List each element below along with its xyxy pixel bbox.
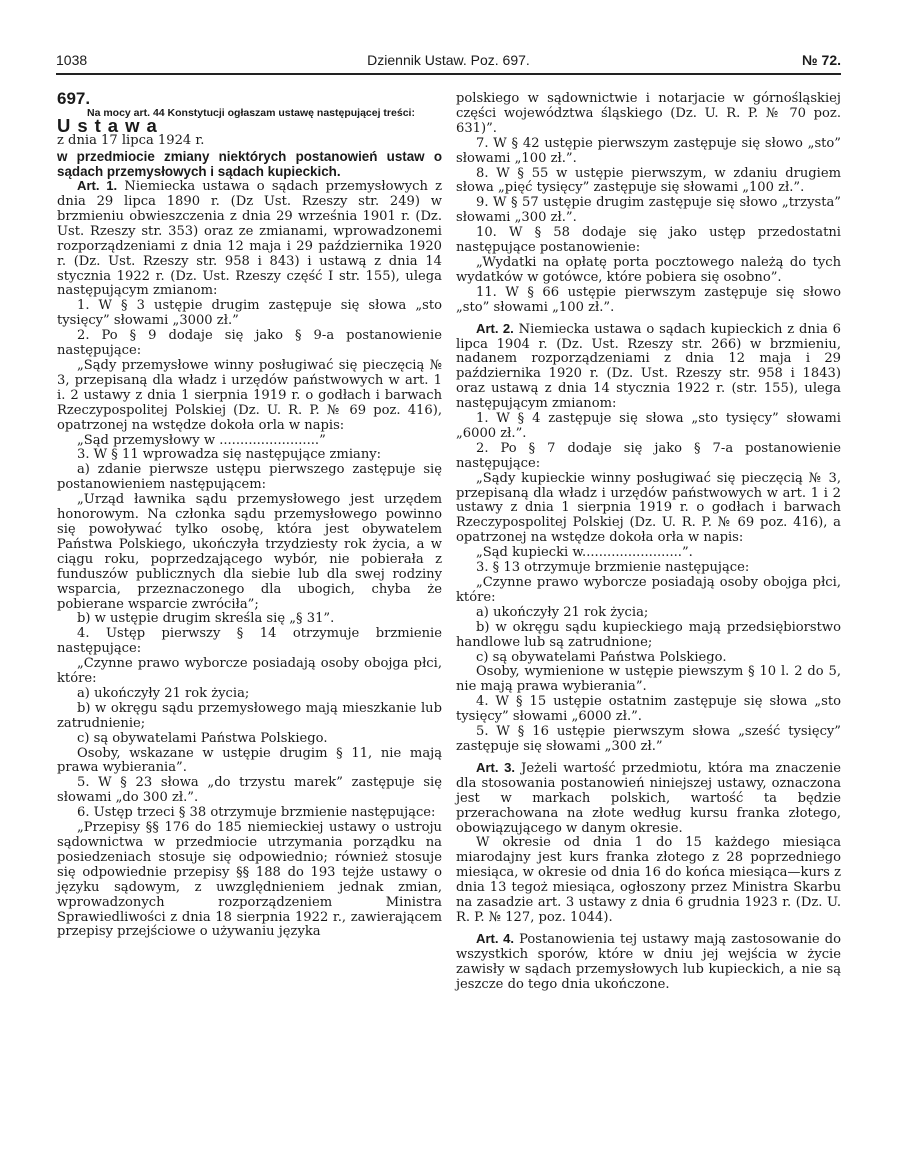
paragraph — [57, 179, 442, 299]
paragraph-text: „Sąd kupiecki w........................”. — [476, 545, 693, 561]
paragraph — [456, 472, 841, 547]
paragraph — [57, 806, 442, 821]
issue-number: № 72. — [802, 52, 841, 68]
paragraph — [456, 836, 841, 925]
paragraph-text: a) zdanie pierwsze ustępu pierwszego zastępuje się postanowieniem następującem: — [57, 462, 442, 493]
paragraph-text: 2. Po § 7 dodaje się jako § 7-a postanowienie następujące: — [456, 440, 841, 471]
paragraph-text: 11. W § 66 ustępie pierwszym zastępuje się słowo „sto” słowami „100 zł.”. — [456, 284, 841, 315]
paragraph-text: polskiego w sądownictwie i notarjacie w górnośląskiej części województwa śląskiego (Dz. U. R. P. № 70 poz. 631)”. — [456, 91, 841, 136]
paragraph — [57, 821, 442, 940]
paragraph — [456, 725, 841, 755]
paragraph — [456, 761, 841, 837]
paragraph-text: 4. Ustęp pierwszy § 14 otrzymuje brzmienie następujące: — [57, 626, 442, 657]
paragraph — [456, 412, 841, 442]
paragraph — [456, 665, 841, 695]
paragraph — [57, 612, 442, 627]
paragraph-text: 697. — [57, 89, 91, 108]
paragraph — [57, 329, 442, 359]
paragraph-text: b) w okręgu sądu przemysłowego mają mieszkanie lub zatrudnienie; — [57, 700, 442, 731]
right-column — [456, 92, 841, 992]
paragraph — [57, 448, 442, 463]
paragraph-text: 3. § 13 otrzymuje brzmienie następujące: — [476, 560, 750, 576]
paragraph-text: 1. W § 3 ustępie drugim zastępuje się słowa „sto tysięcy” słowami „3000 zł.” — [57, 298, 442, 329]
paragraph — [57, 657, 442, 687]
paragraph — [57, 149, 442, 179]
article-label: Art. 3. — [476, 759, 516, 775]
paragraph-text: 8. W § 55 w ustępie pierwszym, w zdaniu drugiem słowa „pięć tysięcy” zastępuje się słowami „100 zł.”. — [456, 165, 841, 196]
paragraph-text: z dnia 17 lipca 1924 r. — [57, 132, 205, 148]
paragraph — [456, 576, 841, 606]
paragraph — [456, 167, 841, 197]
paragraph-text: 9. W § 57 ustępie drugim zastępuje się słowo „trzysta” słowami „300 zł.”. — [456, 195, 841, 226]
paragraph — [57, 299, 442, 329]
paragraph — [456, 256, 841, 286]
paragraph — [456, 561, 841, 576]
paragraph — [57, 702, 442, 732]
paragraph — [57, 687, 442, 702]
paragraph-text: a) ukończyły 21 rok życia; — [77, 685, 250, 701]
paragraph — [57, 89, 442, 108]
paragraph-text: 5. W § 16 ustępie pierwszym słowa „sześć tysięcy” zastępuje się słowami „300 zł.” — [456, 724, 841, 754]
paragraph-text: 7. W § 42 ustępie pierwszym zastępuje się słowo „sto” słowami „100 zł.”. — [456, 135, 841, 166]
paragraph — [456, 226, 841, 256]
paragraph — [456, 546, 841, 561]
paragraph-text: 6. Ustęp trzeci § 38 otrzymuje brzmienie następujące: — [77, 805, 436, 821]
paragraph-text: 3. W § 11 wprowadza się następujące zmiany: — [77, 447, 382, 463]
paragraph-text: c) są obywatelami Państwa Polskiego. — [476, 649, 727, 665]
paragraph — [456, 606, 841, 621]
paragraph-text: 1. W § 4 zastępuje się słowa „sto tysięcy” słowami „6000 zł.”. — [456, 411, 841, 441]
page-number: 1038 — [56, 52, 88, 68]
header-rule — [56, 73, 841, 75]
paragraph-text: „Czynne prawo wyborcze posiadają osoby obojga płci, które: — [57, 656, 442, 687]
paragraph-text: c) są obywatelami Państwa Polskiego. — [77, 730, 328, 746]
paragraph-text: Ustawa — [57, 114, 164, 136]
paragraph-text: Niemiecka ustawa o sądach przemysłowych z dnia 29 lipca 1890 r. (Dz Ust. Rzeszy str. 249) w brzmieniu obwieszczenia z dnia 29 września 1901 r. (Dz. Ust. Rzeszy str. 353) oraz ze zmianami, wprowadzonemi rozporządzeniami z dnia 12 maja i 29 października 1920 r. (Dz. Ust. Rzeszy str. 958 i 843) i ustawą z dnia 14 stycznia 1922 r. (Dz. Ust. Rzeszy część I str. 155), ulega następującym zmianom: — [57, 179, 442, 299]
paragraph-text: a) ukończyły 21 rok życia; — [476, 604, 649, 620]
paragraph-text: „Sądy kupieckie winny posługiwać się pieczęcią № 3, przepisaną dla władz i urzędów państwowych w art. 1 i 2 ustawy z dnia 1 sierpnia 1919 r. o godłach i barwach Rzeczypospolitej Polskiej (Dz. U. R. P. № 69 poz. 416), a opatrzonej na wstędze dokoła orła w napis: — [456, 470, 841, 546]
paragraph-text: Na mocy art. 44 Konstytucji ogłaszam ustawę następującej treści: — [87, 106, 415, 119]
journal-title: Dziennik Ustaw. Poz. 697. — [367, 52, 530, 68]
paragraph-text: Postanowienia tej ustawy mają zastosowanie do wszystkich sporów, które w dniu jej wejścia w życie zawisły w sądach przemysłowych lub kupieckich, a nie są jeszcze do tego dnia ukończone. — [456, 931, 842, 992]
paragraph-text: w przedmiocie zmiany niektórych postanowień ustaw o sądach przemysłowych i sądach kupieckich. — [57, 148, 442, 179]
paragraph — [57, 776, 442, 806]
paragraph-text: b) w ustępie drugim skreśla się „§ 31”. — [77, 611, 335, 627]
paragraph — [456, 286, 841, 316]
article-label: Art. 2. — [476, 320, 514, 336]
paragraph — [456, 322, 841, 412]
paragraph-text: Osoby, wskazane w ustępie drugim § 11, nie mają prawa wybierania”. — [57, 745, 442, 776]
paragraph-text: „Przepisy §§ 176 do 185 niemieckiej ustawy o ustroju sądownictwa w przedmiocie utrzymania porządku na posiedzeniach stosuje się odpowiednio; również stosuje się odpowiednie przepisy §§ 188 do 193 tejże ustawy o języku sądowym, z uwzględnieniem jednak zmian, wprowadzonych rozporządzeniem Ministra Sprawiedliwości z dnia 18 sierpnia 1922 r., zawierającem przepisy przejściowe o używaniu języka — [57, 820, 442, 940]
paragraph — [456, 196, 841, 226]
paragraph — [57, 359, 442, 434]
paragraph — [57, 747, 442, 777]
paragraph-text: b) w okręgu sądu kupieckiego mają przedsiębiorstwo handlowe lub są zatrudnione; — [456, 619, 841, 650]
paragraph — [57, 134, 442, 149]
paragraph — [456, 92, 841, 137]
paragraph-text: Osoby, wymienione w ustępie piewszym § 10 l. 2 do 5, nie mają prawa wybierania”. — [456, 664, 841, 695]
paragraph — [57, 732, 442, 747]
paragraph — [456, 442, 841, 472]
paragraph-text: „Sąd przemysłowy w ........................” — [77, 432, 326, 448]
paragraph-text: W okresie od dnia 1 do 15 każdego miesiąca miarodajny jest kurs franka złotego z 28 poprzedniego miesiąca, w okresie od dnia 16 do końca miesiąca—kurs z dnia 13 tegoż miesiąca, ogłoszony przez Ministra Skarbu na zasadzie art. 3 ustawy z dnia 6 grudnia 1923 r. (Dz. U. R. P. № 127, poz. 1044). — [456, 835, 841, 925]
paragraph — [57, 114, 442, 136]
paragraph — [456, 137, 841, 167]
paragraph-text: „Sądy przemysłowe winny posługiwać się pieczęcią № 3, przepisaną dla władz i urzędów państwowych w art. 1 i. 2 ustawy z dnia 1 sierpnia 1919 r. o godłach i barwach Rzeczypospolitej Polskiej (Dz. U. R. P. № 69 poz. 416), opatrzonej na wstędze dokoła orla w napis: — [57, 358, 442, 433]
paragraph-text: Niemiecka ustawa o sądach kupieckich z dnia 6 lipca 1904 r. (Dz. Ust. Rzeszy str. 266) w brzmieniu, nadanem rozporządzeniami z dnia 12 maja i 29 października 1920 r. (Dz. Ust. Rzeszy str. 958 i 1843) oraz ustawą z dnia 14 stycznia 1922 r. (str. 155), ulega następującym zmianom: — [456, 321, 842, 412]
paragraph — [57, 463, 442, 493]
paragraph-text: „Urząd ławnika sądu przemysłowego jest urzędem honorowym. Na członka sądu przemysłowego powinno się powoływać tylko osobę, która jest obywatelem Państwa Polskiego, ukończyła trzydziesty rok życia, a w ciągu roku, poprzedzającego wybór, nie pobierała z funduszów publicznych dla siebie lub dla swej rodziny wsparcia, przeznaczonego dla ubogich, chyba że pobierane wsparcie zwróciła”; — [57, 492, 442, 612]
paragraph-text: 10. W § 58 dodaje się jako ustęp przedostatni następujące postanowienie: — [456, 225, 841, 256]
paragraph — [456, 621, 841, 651]
paragraph-text: 2. Po § 9 dodaje się jako § 9-a postanowienie następujące: — [57, 328, 442, 359]
paragraph-text: 4. W § 15 ustępie ostatnim zastępuje się słowa „sto tysięcy” słowami „6000 zł.”. — [456, 694, 841, 725]
article-label: Art. 4. — [476, 930, 515, 946]
paragraph — [456, 932, 841, 993]
paragraph — [57, 434, 442, 449]
paragraph — [456, 695, 841, 725]
article-label: Art. 1. — [77, 178, 118, 194]
paragraph-text: Jeżeli wartość przedmiotu, która ma znaczenie dla stosowania postanowień niniejszej ustawy, oznaczona jest w markach polskich, wartość ta będzie przerachowana na złote według kursu franka złotego, obowiązującego w danym okresie. — [456, 760, 841, 836]
paragraph — [57, 493, 442, 612]
page-header — [56, 52, 841, 74]
paragraph — [456, 651, 841, 666]
left-column — [57, 89, 442, 940]
paragraph-text: 5. W § 23 słowa „do trzystu marek” zastępuje się słowami „do 300 zł.”. — [57, 775, 442, 806]
paragraph — [57, 627, 442, 657]
paragraph-text: „Wydatki na opłatę porta pocztowego należą do tych wydatków w gotówce, które pobiera się osobno”. — [456, 254, 841, 285]
paragraph-text: „Czynne prawo wyborcze posiadają osoby obojga płci, które: — [456, 575, 841, 605]
